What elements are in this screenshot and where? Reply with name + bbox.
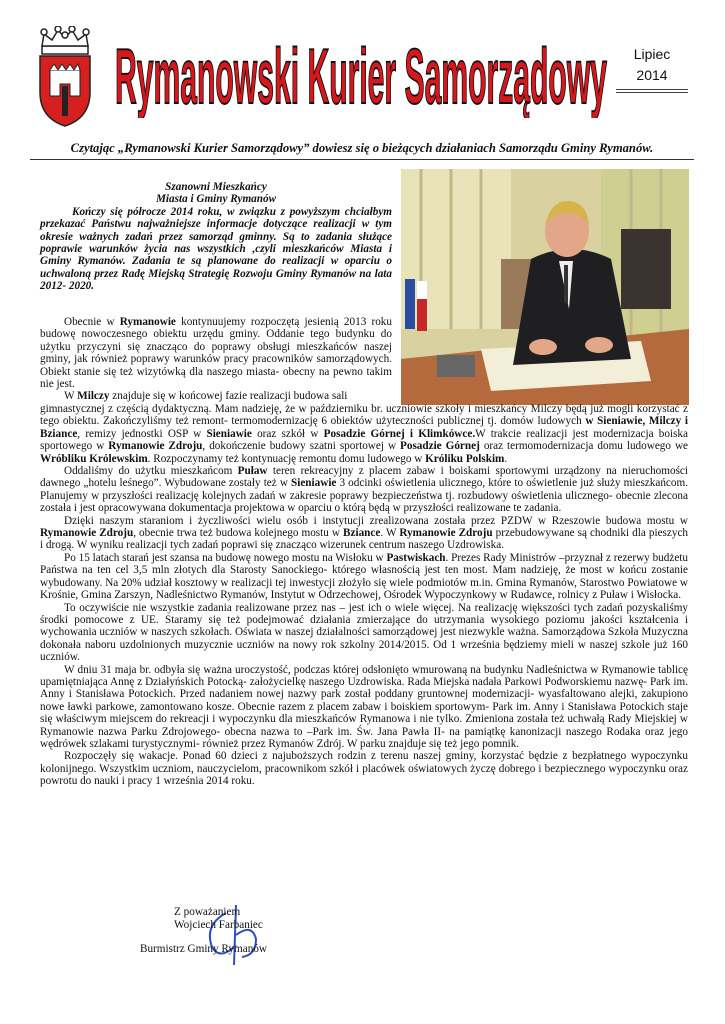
issue-date [612, 44, 692, 93]
paragraph-8: Rozpoczęły się wakacje. Ponad 60 dzieci z najuboższych rodzin z terenu naszej gminy, korzystać będzie z bezpłatnego wypoczynku kolonijnego. Wszystkim uczniom, nauczycielom, pracownikom szkół i placówek oświatowych życzę dobrego i bezpiecznego wypoczynku oraz powrotu do nauki i pracy 1 września 2014 roku. [40, 750, 688, 788]
signature-closing: Z poważaniem [174, 906, 241, 918]
paragraph-6: To oczywiście nie wszystkie zadania realizowane przez nas – jest ich o wiele więcej. Na realizację większości tych zadań pozyskaliśmy środki pomocowe z UE. Staramy się też podejmować działania zmierzające do utrzymania wysokiego poziomu jakości kształcenia i wychowania uczniów w naszych szkołach. Oświata w naszej działalności samorządowej jest niezwykle ważna. Samorządowa Szkoła Muzyczna dokonała naboru uzdolnionych muzycznie uczniów na nowy rok szkolny 2014/2015. Od 1 września będziemy mieli w naszej szkole już 160 uczniów. [40, 601, 688, 664]
svg-text:Rymanowski Kurier Samorządowy: Rymanowski Kurier Samorządowy [115, 32, 608, 118]
body-full-width [40, 403, 688, 788]
greeting-line-1: Szanowni Mieszkańcy [165, 181, 267, 193]
signature-block [140, 906, 380, 956]
paragraph-3: Oddaliśmy do użytku mieszkańcom Puław teren rekreacyjny z placem zabaw i boiskami sportowymi urządzony na nieruchomości dawnego „hotelu leśnego”. Wybudowane zostały też w Sieniawie 3 odcinki oświetlenia ulicznego, które to oświetlenie już służy mieszkańcom. Planujemy w przyszłości realizację kolejnych zadań w zakresie poprawy bezpieczeństwa tj. rozbudowy oświetlenia ulicznego- obecnie zlecona została i jest opracowywana dokumentacja projektowa w oparciu o którą będą w przyszłości realizowane te zadania. [40, 465, 688, 515]
paragraph-2-start: W Milczy znajduje się w końcowej fazie realizacji budowa sali [64, 390, 348, 403]
issue-year: 2014 [636, 67, 668, 83]
masthead-title [112, 14, 610, 118]
greeting-block [40, 181, 392, 293]
paragraph-2-cont: gimnastycznej z częścią dydaktyczną. Mam nadzieję, że w październiku br. uczniowie szkoły i mieszkańcy Milczy będą już mogli korzystać z tego obiektu. Zakończyliśmy też remont- termomodernizację 6 obiektów użyteczności publicznej tj. domów ludowych w Sieniawie, Milczy i Bziance, remizy jednostki OSP w Sieniawie oraz szkół w Posadzie Górnej i Klimkówce.W trakcie realizacji jest modernizacja boiska sportowego w Rymanowie Zdroju, dokończenie budowy szatni sportowej w Posadzie Górnej oraz termomodernizacja domu ludowego we Wróbliku Królewskim. Rozpoczynamy też kontynuację remontu domu ludowego w Króliku Polskim. [40, 403, 689, 465]
greeting-line-2: Miasta i Gminy Rymanów [155, 193, 277, 206]
signature-title: Burmistrz Gminy Rymanów [140, 943, 267, 955]
body-column-left [40, 316, 392, 403]
mayor-photo-icon [401, 169, 689, 405]
tagline: Czytając „Rymanowski Kurier Samorządowy” dowiesz się o bieżących działaniach Samorządu Gminy Rymanów. [30, 141, 694, 160]
signature-name: Wojciech Farbaniec [174, 918, 263, 931]
rymanow-crest-icon [32, 26, 98, 130]
paragraph-7: W dniu 31 maja br. odbyła się ważna uroczystość, podczas której odsłonięto wmurowaną na budynku Nadleśnictwa w Rymanowie tablicę upamiętniająca Annę z Działyńskich Potocką- założycielkę naszego Uzdrowiska. Rada Miejska nadała Parkowi Podworskiemu nazwę- Park im. Anny i Stanisława Potockich. Przed nadaniem nowej nazwy park został poddany gruntownej modernizacji- wyasfaltowano alejki, zakupiono nowe ławki parkowe, zamontowano kosze. Obecnie razem z placem zabaw i boiskiem sportowym- Park im. Anny i Stanisława Potockich staje się właściwym miejscem do rekreacji i wypoczynku dla mieszkańców Rymanowa i nie tylko. Zmieniona została też uchwałą Rady Miejskiej w Rymanowie nazwa Parku Zdrojowego- obecna nazwa to –Park im. Św. Jana Pawła II- na pamiątkę kanonizacji naszego Rodaka oraz jego wędrówek szlakami turystycznymi- również przez Rymanów Zdrój. W parku znajduje się też jego pomnik. [40, 663, 688, 750]
paragraph-4: Dzięki naszym staraniom i życzliwości wielu osób i instytucji zrealizowana została przez PZDW w Rzeszowie budowa mostu w Rymanowie Zdroju, obecnie trwa też budowa kolejnego mostu w Bziance. W Rymanowie Zdroju przebudowywane są chodniki dla pieszych i drogą. W wyniku realizacji tych zadań poprawi się znacząco wizerunek centrum naszego Uzdrowiska. [40, 514, 689, 552]
issue-month: Lipiec [633, 46, 671, 62]
paragraph-1: Obecnie w Rymanowie kontynuujemy rozpoczętą jesienią 2013 roku budowę nowoczesnego obiektu urzędu gminy. Oddanie tego budynku do użytku przyczyni się znacząco do poprawy obsługi mieszkańców naszej gminy, jak również poprawy warunków pracy pracowników samorządowych. Obiekt stanie się też wizytówką dla naszego miasta- obecny na pewno takim nie jest. [40, 316, 392, 391]
greeting-intro: Kończy się półrocze 2014 roku, w związku z powyższym chciałbym przekazać Państwu najważniejsze informacje dotyczące realizacji w tym okresie ważnych zadań przez samorząd gminny. Są to zadania służące poprawie warunków życia nas wszystkich ,czyli mieszkańców Miasta i Gminy Rymanów. Zadania te są planowane do realizacji w oparciu o uchwaloną przez Radę Miejską Strategię Rozwoju Gminy Rymanów na lata 2012- 2020. [40, 205, 392, 293]
paragraph-5: Po 15 latach starań jest szansa na budowę nowego mostu na Wisłoku w Pastwiskach. Prezes Rady Ministrów –przyznał z rezerwy budżetu Państwa na ten cel 3,5 mln złotych dla Starosty Sanockiego- którego własnością jest ten most. Mam nadzieję, że most w końcu zostanie wybudowany. Na 20% udział kosztowy w realizacji tej inwestycji złożyło się wiele podmiotów m.in. Gmina Rymanów, Starostwo Powiatowe w Krośnie, Gmina Zarszyn, Nadleśnictwo Rymanów, Instytut w Odrzechowej, Ośrodek Wypoczynkowy w Rudawce, rolnicy z Puław i Wisłocka. [40, 551, 689, 602]
